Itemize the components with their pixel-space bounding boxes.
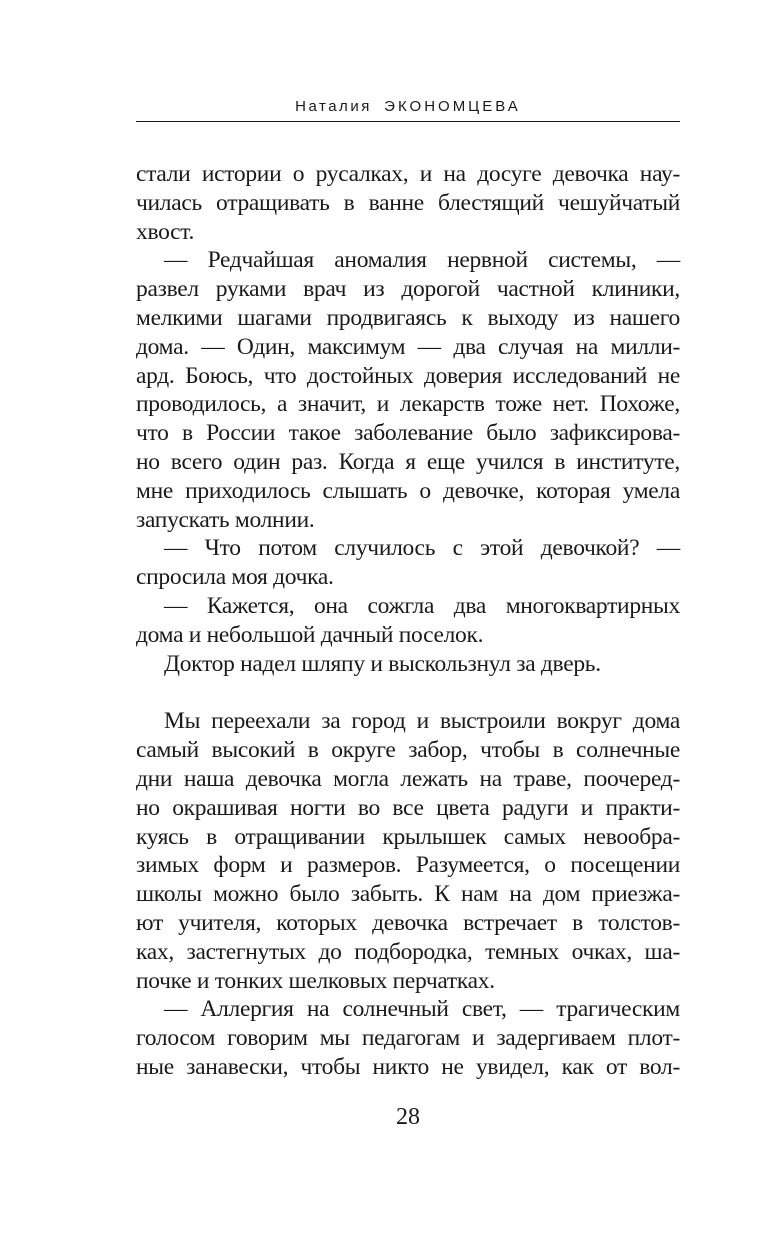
- text-line: школы можно было забыть. К нам на дом приезжа-: [136, 881, 680, 908]
- text-line: что в России такое заболевание было зафиксирова-: [136, 420, 680, 447]
- text-line: ард. Боюсь, что достойных доверия исследований не: [136, 362, 680, 389]
- text-line: но всего один раз. Когда я еще учился в институте,: [136, 448, 680, 475]
- text-line: ют учителя, которых девочка встречает в толстов-: [136, 909, 680, 936]
- text-line: запускать молнии.: [136, 506, 315, 533]
- text-line: Доктор надел шляпу и выскользнул за дверь.: [164, 650, 601, 677]
- paragraph: [136, 995, 680, 1081]
- paragraph: [136, 650, 680, 679]
- text-line: Мы переехали за город и выстроили вокруг дома: [164, 708, 680, 735]
- paragraph: [136, 160, 680, 246]
- paragraph: [136, 534, 680, 592]
- text-line: голосом говорим мы педагогам и задергиваем плот-: [136, 1025, 680, 1052]
- text-line: мелкими шагами продвигаясь к выходу из нашего: [136, 304, 680, 331]
- page-number: 28: [396, 1104, 420, 1130]
- text-line: стали истории о русалках, и на досуге девочка нау-: [136, 161, 680, 187]
- paragraph: [136, 592, 680, 650]
- text-line: дома. — Один, максимум — два случая на милли-: [136, 333, 680, 360]
- header-rule: [136, 121, 680, 122]
- text-line: ные занавески, чтобы никто не увидел, как от вол-: [136, 1053, 680, 1080]
- text-line: мне приходилось слышать о девочке, которая умела: [136, 477, 680, 504]
- text-line: дома и небольшой дачный поселок.: [136, 621, 484, 648]
- text-line: — Редчайшая аномалия нервной системы, —: [164, 247, 680, 274]
- text-line: дни наша девочка могла лежать на траве, поочеред-: [136, 765, 680, 792]
- text-line: — Кажется, она сожгла два многоквартирных: [164, 592, 680, 619]
- text-line: проводилось, а значит, и лекарств тоже нет. Похоже,: [136, 391, 680, 418]
- text-line: хвост.: [136, 218, 195, 245]
- body-text: [136, 160, 680, 1082]
- paragraph: [136, 246, 680, 534]
- text-line: куясь в отращивании крылышек самых невообра-: [136, 823, 680, 850]
- running-head: [136, 98, 680, 115]
- author-first-name: Наталия: [295, 98, 372, 115]
- section-break: [136, 678, 680, 707]
- text-line: самый высокий в округе забор, чтобы в солнечные: [136, 737, 680, 764]
- text-line: чилась отращивать в ванне блестящий чешуйчатый: [136, 189, 680, 216]
- text-line: ках, застегнутых до подбородка, темных очках, ша-: [136, 938, 680, 965]
- author-last-name: ЭКОНОМЦЕВА: [384, 98, 521, 115]
- paragraph: [136, 707, 680, 995]
- text-line: почке и тонких шелковых перчатках.: [136, 967, 495, 994]
- text-line: развел руками врач из дорогой частной клиники,: [136, 276, 680, 303]
- text-line: — Аллергия на солнечный свет, — трагическим: [164, 996, 680, 1023]
- text-line: зимых форм и размеров. Разумеется, о посещении: [136, 852, 680, 879]
- text-line: спросила моя дочка.: [136, 564, 334, 591]
- text-line: — Что потом случилось с этой девочкой? —: [164, 535, 680, 562]
- text-line: но окрашивая ногти во все цвета радуги и практи-: [136, 794, 680, 821]
